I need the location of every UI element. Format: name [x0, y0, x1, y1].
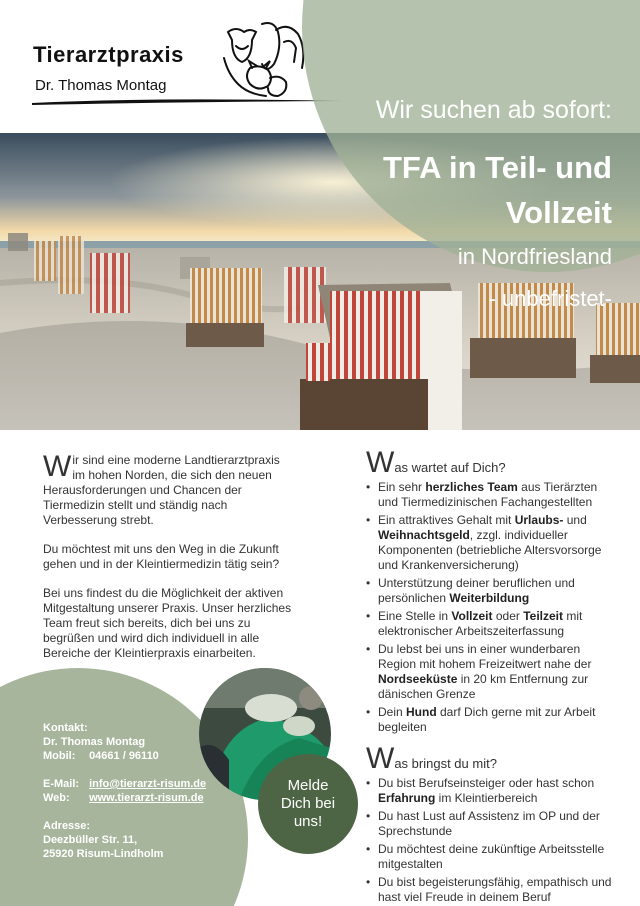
address-street: Deezbüller Str. 11, [43, 834, 138, 846]
list-item: • Du möchtest deine zukünftige Arbeitsstelle mitgestalten [366, 842, 616, 872]
practice-name: Tierarztpraxis [33, 42, 184, 67]
list-item: • Du lebst bei uns in einer wunderbaren Region mit hohem Freizeitwert nahe der Nordseeküste in 20 km Entfernung zur dänischen Grenze [366, 642, 616, 702]
job-term: - unbefristet- [488, 286, 612, 311]
job-title-line1: TFA in Teil- und [382, 150, 612, 185]
website-link[interactable]: www.tierarzt-risum.de [89, 792, 204, 804]
contact-name: Dr. Thomas Montag [43, 736, 146, 748]
email-link[interactable]: info@tierarzt-risum.de [89, 778, 207, 790]
contact-phone: Mobil: 04661 / 96110 [43, 750, 159, 762]
contact-web: Web: www.tierarzt-risum.de [43, 792, 204, 804]
job-subtitle: Wir suchen ab sofort: [375, 96, 612, 124]
requirements-list [366, 776, 616, 905]
address-heading: Adresse: [43, 820, 91, 832]
list-item: • Unterstützung deiner beruflichen und persönlichen Weiterbildung [366, 576, 616, 606]
contact-email: E-Mail: info@tierarzt-risum.de [43, 778, 207, 790]
list-item: • Du bist begeisterungsfähig, empathisch und hast viel Freude in deinem Beruf [366, 875, 616, 905]
intro-paragraph-1: Wir sind eine moderne Landtierarztpraxis im hohen Norden, die sich den neuen Herausforderungen und Chancen der Tiermedizin stellt und ständig nach Verbesserung strebt. [43, 450, 280, 527]
requirements-section [366, 742, 616, 906]
list-item: • Dein Hund darf Dich gerne mit zur Arbeit begleiten [366, 705, 616, 735]
offer-list [366, 480, 616, 735]
animals-logo-icon [222, 18, 314, 100]
drop-cap: W [43, 450, 72, 483]
job-region: in Nordfriesland [457, 244, 612, 269]
call-to-action-badge[interactable]: Melde Dich bei uns! [258, 754, 358, 854]
intro-paragraph-3: Bei uns findest du die Möglichkeit der aktiven Mitgestaltung unserer Praxis. Unser herzliches Team freut sich bereits, dich bei uns zu begrüßen und wird dich individuell in alle Bereiche der Kleintierpraxis einarbeiten. [43, 586, 292, 660]
contact-block [43, 721, 206, 861]
intro-paragraph-2: Du möchtest mit uns den Weg in die Zukunft gehen und in der Kleintiermedizin tätig sein? [43, 542, 280, 571]
list-item: • Du hast Lust auf Assistenz im OP und der Sprechstunde [366, 809, 616, 839]
contact-heading: Kontakt: [43, 722, 88, 734]
intro-text [43, 450, 293, 675]
offer-heading: Was wartet auf Dich? [366, 446, 506, 479]
job-title-line2: Vollzeit [505, 195, 612, 230]
list-item: • Ein attraktives Gehalt mit Urlaubs- und Weihnachtsgeld, zzgl. individueller Komponenten (betriebliche Altersvorsorge und Krankenversicherung) [366, 513, 616, 573]
requirements-heading: Was bringst du mit? [366, 742, 497, 775]
offer-section [366, 446, 616, 738]
address-city: 25920 Risum-Lindholm [43, 848, 164, 860]
list-item: • Ein sehr herzliches Team aus Tierärzten und Tiermedizinischen Fachangestellten [366, 480, 616, 510]
doctor-name: Dr. Thomas Montag [35, 77, 167, 94]
list-item: • Du bist Berufseinsteiger oder hast schon Erfahrung im Kleintierbereich [366, 776, 616, 806]
list-item: • Eine Stelle in Vollzeit oder Teilzeit mit elektronischer Arbeitszeiterfassung [366, 609, 616, 639]
